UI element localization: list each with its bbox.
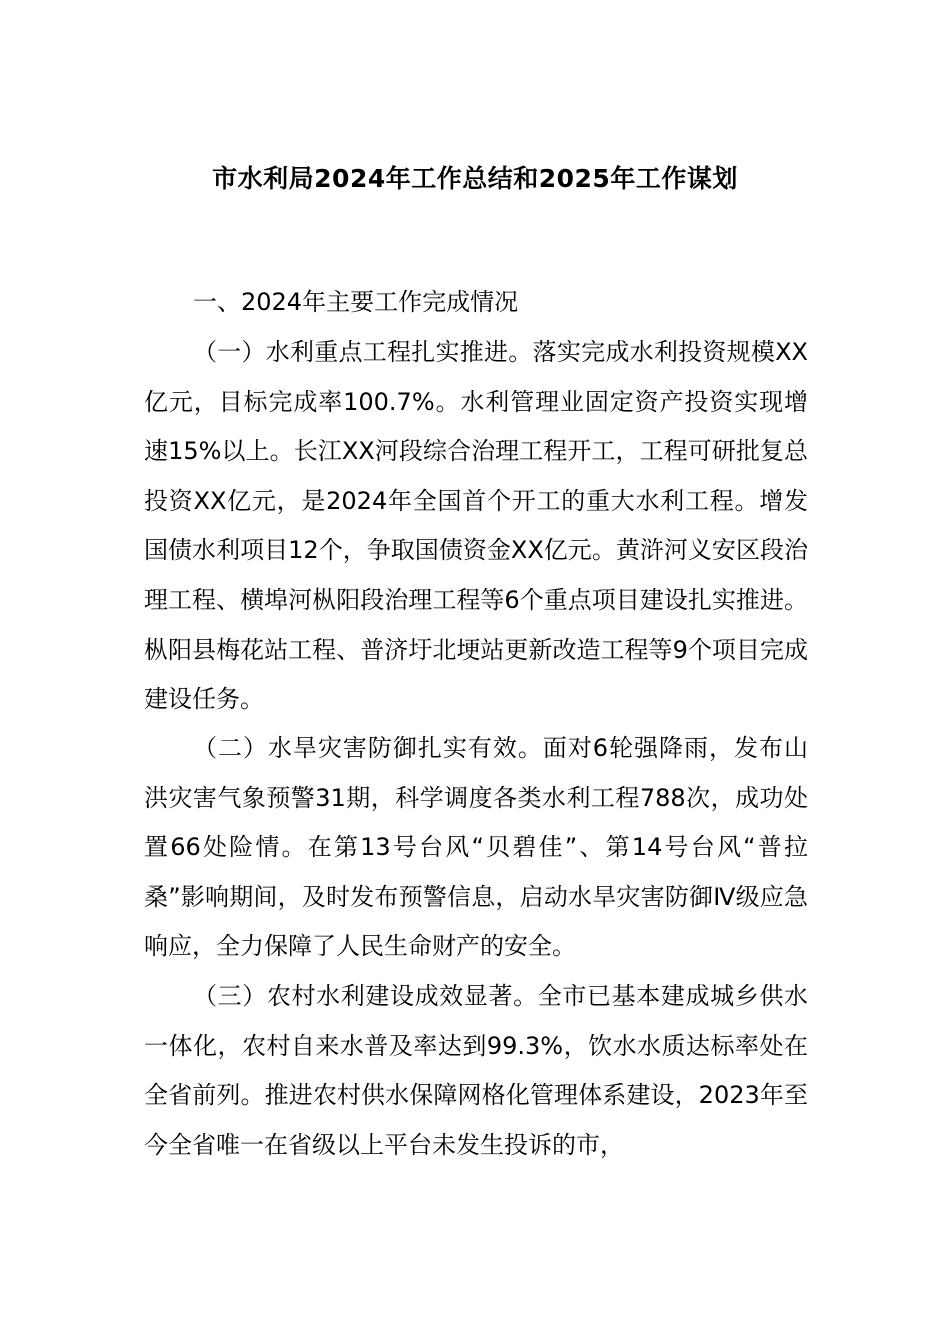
section-heading: 一、2024年主要工作完成情况 — [193, 288, 519, 316]
document-title: 市水利局2024年工作总结和2025年工作谋划 — [212, 164, 738, 193]
paragraph-disaster-defense: （二）水旱灾害防御扎实有效。面对6轮强降雨，发布山洪灾害气象预警31期，科学调度各类水利工程788次，成功处置66处险情。在第13号台风“贝碧佳”、第14号台风“普拉桑”影响期间，及时发布预警信息，启动水旱灾害防御Ⅳ级应急响应，全力保障了人民生命财产的安全。 — [144, 734, 808, 961]
paragraph-key-projects: （一）水利重点工程扎实推进。落实完成水利投资规模XX亿元，目标完成率100.7%。水利管理业固定资产投资实现增速15%以上。长江XX河段综合治理工程开工，工程可研批复总投资XX亿元，是2024年全国首个开工的重大水利工程。增发国债水利项目12个，争取国债资金XX亿元。黄浒河义安区段治理工程、横埠河枞阳段治理工程等6个重点项目建设扎实推进。枞阳县梅花站工程、普济圩北埂站更新改造工程等9个项目完成建设任务。 — [144, 338, 808, 714]
paragraph-rural-water: （三）农村水利建设成效显著。全市已基本建成城乡供水一体化，农村自来水普及率达到99.3%，饮水水质达标率处在全省前列。推进农村供水保障网格化管理体系建设，2023年至今全省唯一在省级以上平台未发生投诉的市， — [144, 982, 808, 1159]
